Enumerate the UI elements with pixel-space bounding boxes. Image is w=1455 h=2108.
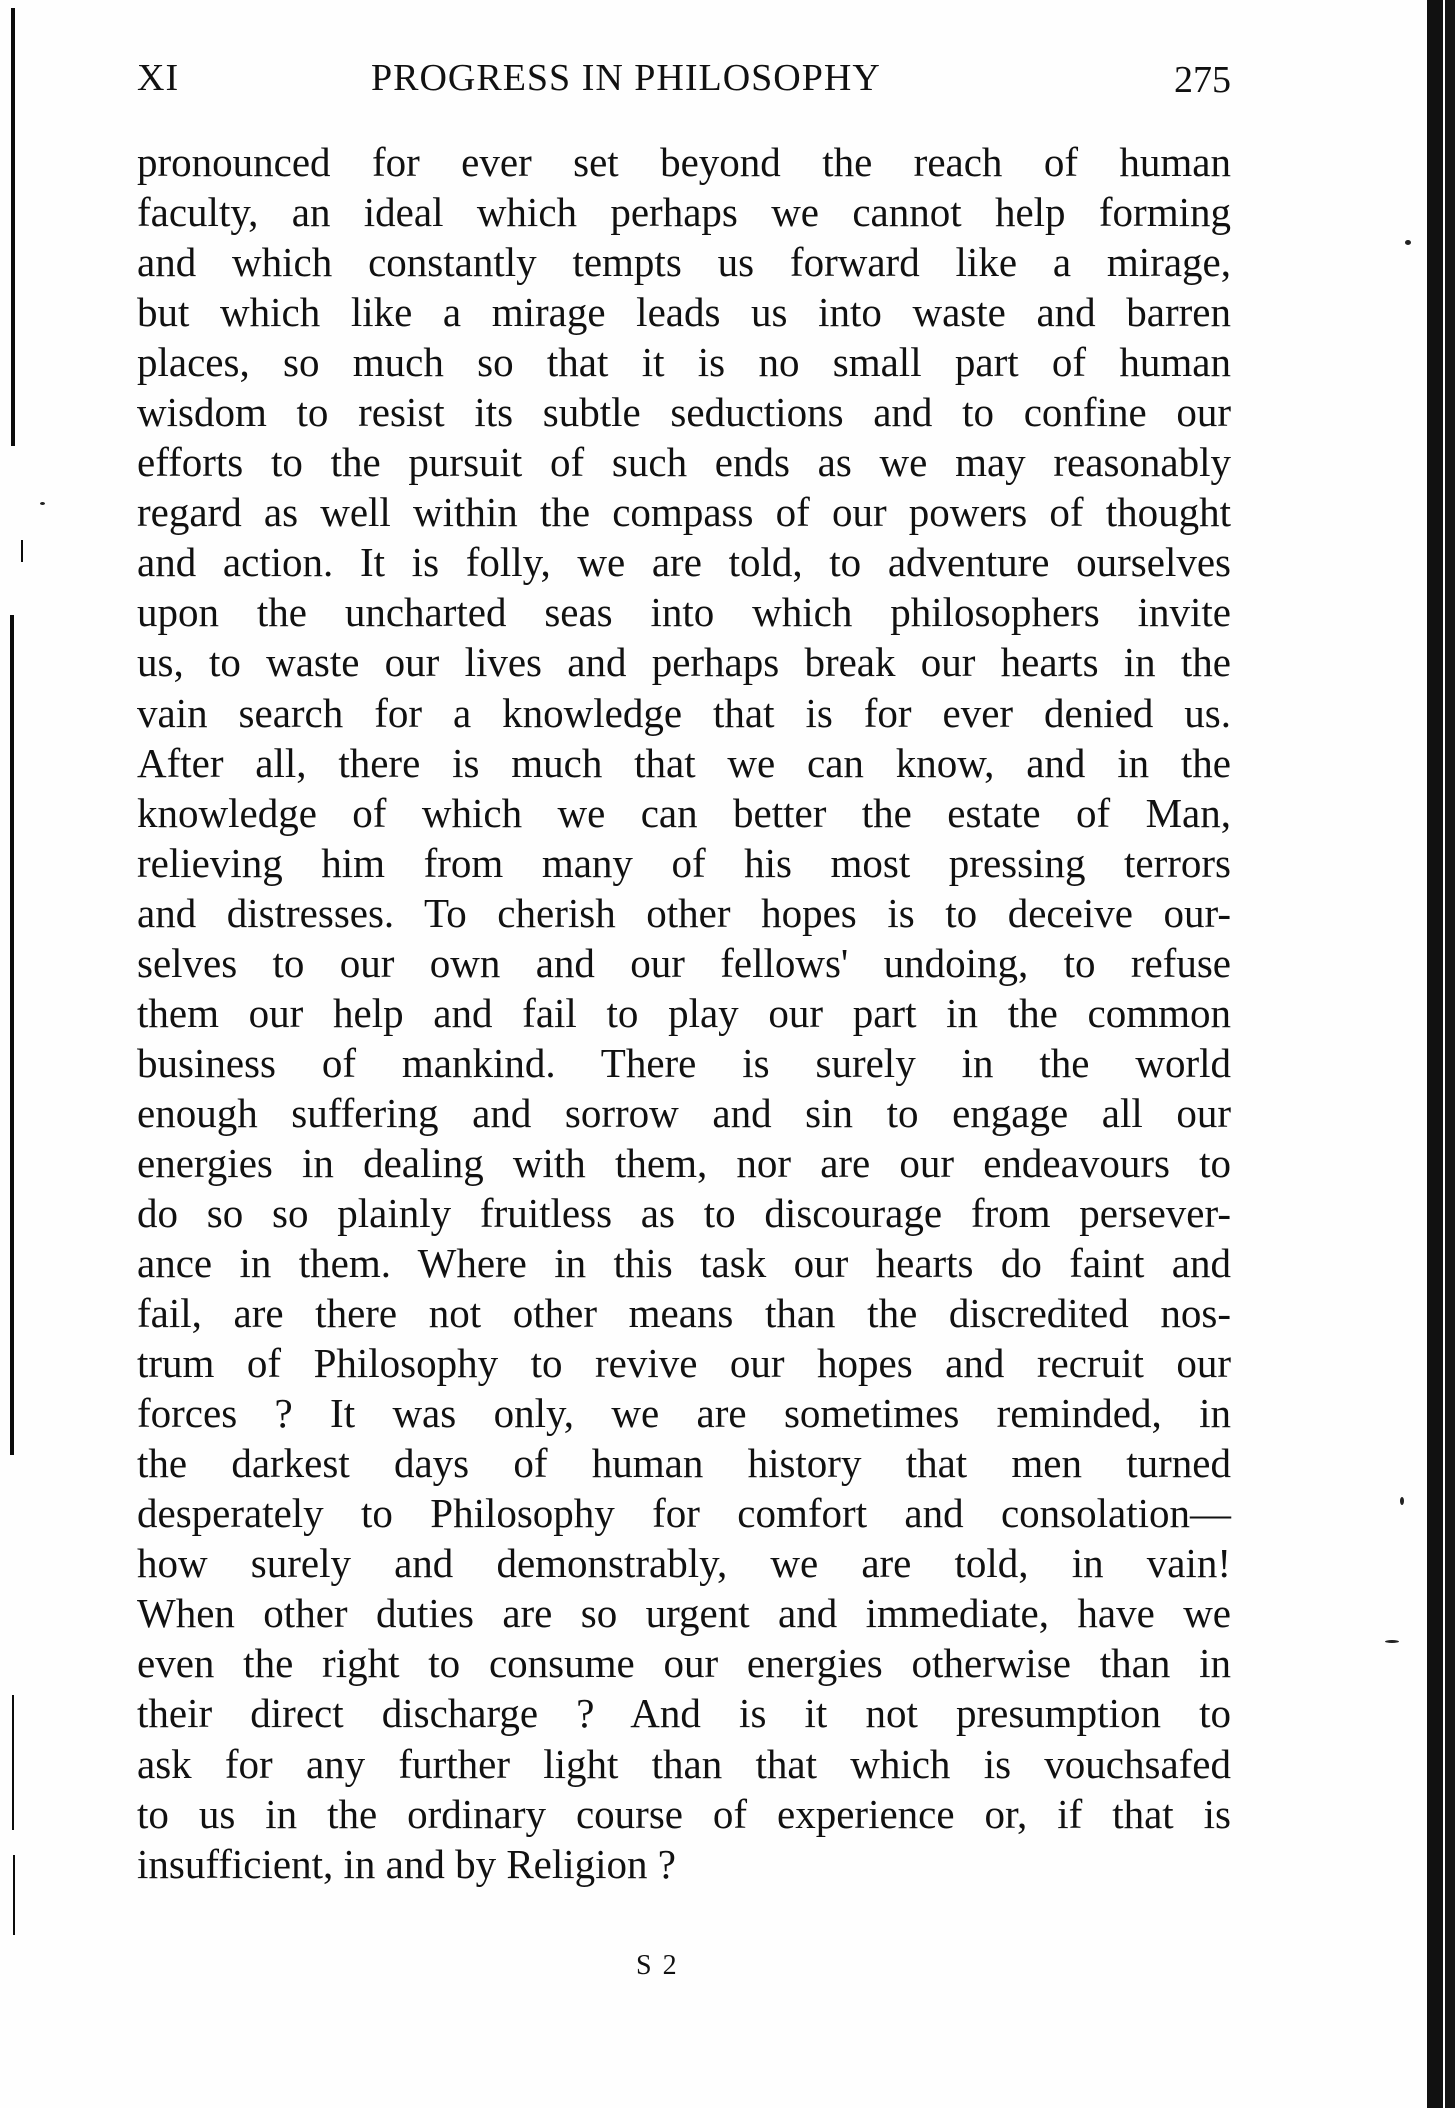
page-number: 275 (1174, 59, 1231, 101)
text-line: energies in dealing with them, nor are our endeavours to (137, 1139, 1231, 1186)
left-scan-edge-lower-1 (12, 1695, 14, 1830)
text-line: ask for any further light than that which is vouchsafed (137, 1740, 1231, 1787)
text-line: trum of Philosophy to revive our hopes and recruit our (137, 1340, 1231, 1387)
text-line: us, to waste our lives and perhaps break our hearts in the (137, 639, 1231, 686)
text-line: relieving him from many of his most pressing terrors (137, 839, 1231, 886)
left-scan-edge-lower-2 (13, 1855, 15, 1935)
text-line: but which like a mirage leads us into waste and barren (137, 289, 1231, 336)
body-paragraph (137, 137, 1231, 1889)
right-margin-speck (1405, 240, 1411, 245)
signature-mark: S 2 (636, 1950, 679, 1981)
text-line: and distresses. To cherish other hopes is to deceive our- (137, 889, 1231, 936)
left-scan-speck (40, 502, 45, 505)
text-line-last: insufficient, in and by Religion ? (137, 1840, 676, 1887)
text-line: When other duties are so urgent and immediate, have we (137, 1590, 1231, 1637)
text-line: vain search for a knowledge that is for ever denied us. (137, 689, 1231, 736)
chapter-number: XI (137, 57, 180, 99)
text-line: wisdom to resist its subtle seductions and to confine our (137, 389, 1231, 436)
right-margin-speck (1385, 1640, 1399, 1643)
text-line: and action. It is folly, we are told, to adventure ourselves (137, 539, 1231, 586)
running-title: PROGRESS IN PHILOSOPHY (371, 57, 881, 99)
text-line: fail, are there not other means than the discredited nos- (137, 1290, 1231, 1337)
left-scan-edge-upper (11, 8, 15, 446)
text-line: selves to our own and our fellows' undoing, to refuse (137, 939, 1231, 986)
text-line: and which constantly tempts us forward like a mirage, (137, 239, 1231, 286)
text-line: them our help and fail to play our part in the common (137, 989, 1231, 1036)
right-margin-speck (1400, 1497, 1404, 1505)
text-line: After all, there is much that we can know, and in the (137, 739, 1231, 786)
text-line: the darkest days of human history that men turned (137, 1440, 1231, 1487)
text-line: do so so plainly fruitless as to discourage from persever- (137, 1189, 1231, 1236)
text-line: upon the uncharted seas into which philosophers invite (137, 589, 1231, 636)
text-line: knowledge of which we can better the estate of Man, (137, 789, 1231, 836)
text-line: desperately to Philosophy for comfort and consolation— (137, 1490, 1231, 1537)
text-line: faculty, an ideal which perhaps we cannot help forming (137, 189, 1231, 236)
text-line: their direct discharge ? And is it not presumption to (137, 1690, 1231, 1737)
text-line: to us in the ordinary course of experience or, if that is (137, 1790, 1231, 1837)
running-head (137, 57, 1231, 101)
text-line: ance in them. Where in this task our hearts do faint and (137, 1240, 1231, 1287)
text-line: enough suffering and sorrow and sin to engage all our (137, 1089, 1231, 1136)
text-line: how surely and demonstrably, we are told, in vain! (137, 1540, 1231, 1587)
text-line: even the right to consume our energies otherwise than in (137, 1640, 1231, 1687)
right-scan-edge-bar (1427, 0, 1443, 2108)
text-line: forces ? It was only, we are sometimes reminded, in (137, 1390, 1231, 1437)
text-line: efforts to the pursuit of such ends as we may reasonably (137, 439, 1231, 486)
text-line: business of mankind. There is surely in the world (137, 1039, 1231, 1086)
right-scan-edge-strip (1445, 0, 1455, 2108)
left-scan-mark (21, 540, 23, 562)
text-line: places, so much so that it is no small part of human (137, 339, 1231, 386)
text-line: regard as well within the compass of our powers of thought (137, 489, 1231, 536)
text-line: pronounced for ever set beyond the reach of human (137, 139, 1231, 185)
left-scan-edge-middle (10, 615, 14, 1455)
